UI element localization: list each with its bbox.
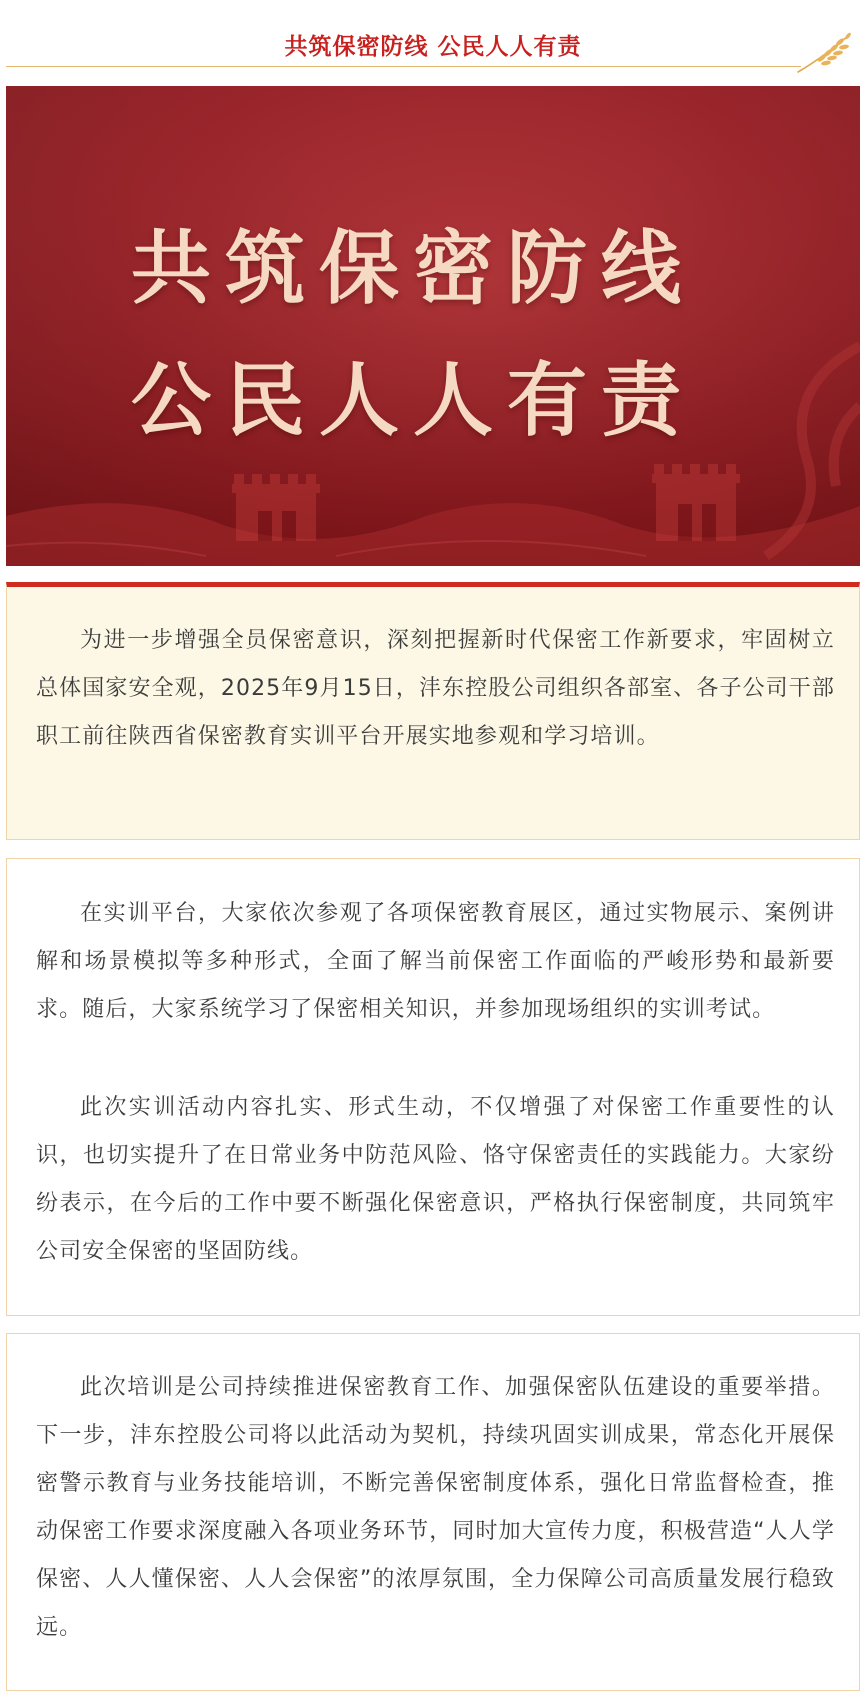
paragraph: 此次实训活动内容扎实、形式生动，不仅增强了对保密工作重要性的认识，也切实提升了在日常业务中防范风险、恪守保密责任的实践能力。大家纷纷表示，在今后的工作中要不断强化保密意识，严格执行保密制度，共同筑牢公司安全保密的坚固防线。	[36, 1095, 835, 1264]
paragraph: 为进一步增强全员保密意识，深刻把握新时代保密工作新要求，牢固树立总体国家安全观，2025年9月15日，沣东控股公司组织各部室、各子公司干部职工前往陕西省保密教育实训平台开展实地参观和学习培训。	[36, 628, 835, 749]
conclusion-card	[6, 1333, 860, 1691]
page-header	[0, 0, 866, 72]
page-title: 共筑保密防线 公民人人有责	[284, 34, 582, 60]
intro-card	[6, 582, 860, 840]
content-card	[6, 858, 860, 1316]
wheat-icon	[794, 28, 854, 78]
banner-headline-line1: 共筑保密防线	[131, 222, 695, 315]
paragraph: 在实训平台，大家依次参观了各项保密教育展区，通过实物展示、案例讲解和场景模拟等多种形式，全面了解当前保密工作面临的严峻形势和最新要求。随后，大家系统学习了保密相关知识，并参加现场组织的实训考试。	[36, 901, 835, 1022]
header-divider	[6, 66, 801, 67]
paragraph: 此次培训是公司持续推进保密教育工作、加强保密队伍建设的重要举措。下一步，沣东控股公司将以此活动为契机，持续巩固实训成果，常态化开展保密警示教育与业务技能培训，不断完善保密制度体系，强化日常监督检查，推动保密工作要求深度融入各项业务环节，同时加大宣传力度，积极营造“人人学保密、人人懂保密、人人会保密”的浓厚氛围，全力保障公司高质量发展行稳致远。	[36, 1375, 835, 1640]
banner-headline-line2: 公民人人有责	[131, 354, 695, 447]
great-wall-decoration	[6, 86, 860, 566]
hero-banner	[6, 86, 860, 566]
